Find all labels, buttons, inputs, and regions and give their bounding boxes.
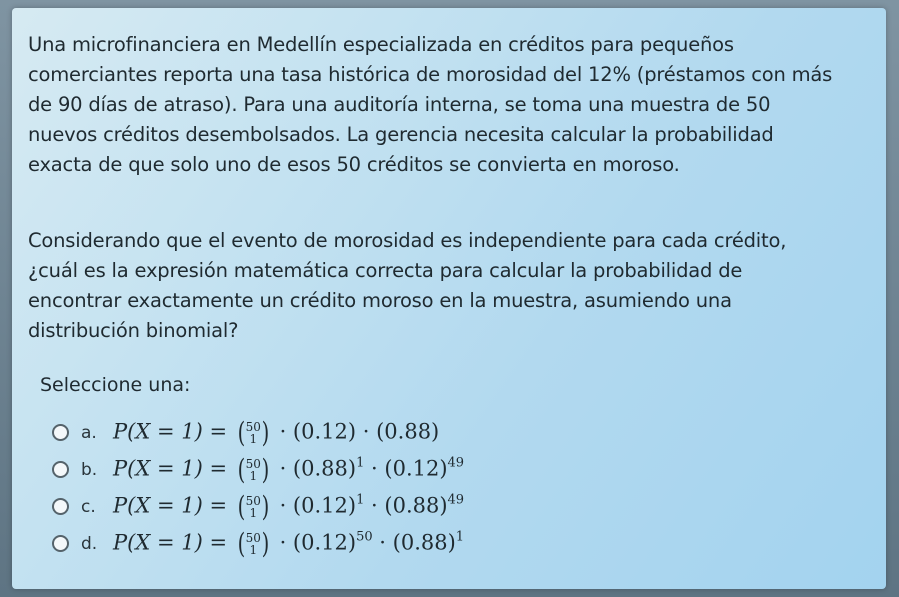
question-card xyxy=(12,8,886,589)
question-line: distribución binomial? xyxy=(28,319,239,342)
radio-button[interactable] xyxy=(52,424,69,441)
option-letter: d. xyxy=(81,533,98,554)
formula-exp2: 1 xyxy=(455,529,465,544)
formula-lhs: P(X = 1) = xyxy=(113,493,228,517)
formula-lhs: P(X = 1) = xyxy=(113,419,228,443)
option-d[interactable] xyxy=(52,525,652,562)
formula-exp2: 49 xyxy=(447,492,465,507)
formula-lhs: P(X = 1) = xyxy=(113,530,228,554)
question-line: ¿cuál es la expresión matemática correcta para calcular la probabilidad de xyxy=(28,259,743,282)
formula-rest: · (0.12) · (0.88) xyxy=(279,419,440,443)
option-formula xyxy=(113,489,465,523)
select-label: Seleccione una: xyxy=(40,374,191,396)
question-line: nuevos créditos desembolsados. La gerencia necesita calcular la probabilidad xyxy=(28,123,774,146)
binomial-coefficient: ( 50 1 ) xyxy=(237,452,270,486)
formula-lhs: P(X = 1) = xyxy=(113,456,228,480)
binomial-coefficient: ( 50 1 ) xyxy=(237,526,270,560)
binomial-coefficient: ( 50 1 ) xyxy=(237,489,270,523)
option-b[interactable] xyxy=(52,451,652,488)
question-context xyxy=(28,30,878,180)
binomial-coefficient: ( 50 1 ) xyxy=(237,415,270,449)
binom-k: 1 xyxy=(249,542,258,557)
radio-button[interactable] xyxy=(52,535,69,552)
formula-term1: · (0.12) xyxy=(279,493,357,517)
question-prompt xyxy=(28,226,878,346)
binom-k: 1 xyxy=(249,431,258,446)
option-formula xyxy=(113,415,440,449)
formula-exp2: 49 xyxy=(447,455,465,470)
question-line: encontrar exactamente un crédito moroso en la muestra, asumiendo una xyxy=(28,289,732,312)
radio-button[interactable] xyxy=(52,461,69,478)
option-c[interactable] xyxy=(52,488,652,525)
question-line: Considerando que el evento de morosidad es independiente para cada crédito, xyxy=(28,229,787,252)
question-line: de 90 días de atraso). Para una auditoría interna, se toma una muestra de 50 xyxy=(28,93,771,116)
formula-term2: · (0.88) xyxy=(364,493,448,517)
binom-n: 50 xyxy=(245,456,261,471)
binom-n: 50 xyxy=(245,419,261,434)
formula-term1: · (0.12) xyxy=(279,530,357,554)
formula-exp1: 1 xyxy=(356,455,365,470)
option-letter: a. xyxy=(81,422,97,443)
binom-n: 50 xyxy=(245,493,261,508)
formula-term1: · (0.88) xyxy=(279,456,357,480)
question-line: exacta de que solo uno de esos 50 créditos se convierta en moroso. xyxy=(28,153,680,176)
question-line: comerciantes reporta una tasa histórica de morosidad del 12% (préstamos con más xyxy=(28,63,833,86)
binom-k: 1 xyxy=(249,468,258,483)
option-formula xyxy=(113,526,465,560)
formula-term2: · (0.12) xyxy=(364,456,448,480)
option-formula xyxy=(113,452,465,486)
binom-k: 1 xyxy=(249,505,258,520)
binom-n: 50 xyxy=(245,530,261,545)
option-letter: b. xyxy=(81,459,98,480)
formula-exp1: 1 xyxy=(356,492,365,507)
formula-term2: · (0.88) xyxy=(372,530,456,554)
question-line: Una microfinanciera en Medellín especializada en créditos para pequeños xyxy=(28,33,734,56)
formula-exp1: 50 xyxy=(356,529,373,544)
answer-options xyxy=(52,414,652,562)
radio-button[interactable] xyxy=(52,498,69,515)
option-a[interactable] xyxy=(52,414,652,451)
option-letter: c. xyxy=(81,496,96,517)
